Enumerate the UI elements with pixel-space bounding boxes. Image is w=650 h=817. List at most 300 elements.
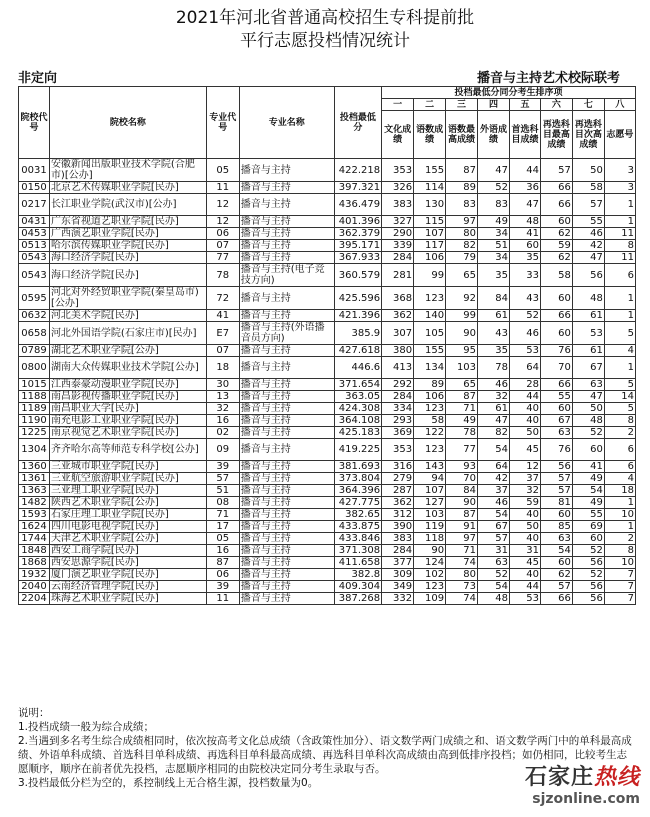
rank-second-max: 66 [540,310,572,322]
major-name: 播音与主持 [239,461,334,473]
header-rank-item: 首选科目成绩 [510,111,541,159]
rank-chn-math-max: 80 [446,569,478,581]
rank-second-max: 57 [540,473,572,485]
rank-first-subject: 36 [510,182,541,194]
category-label: 非定向 [18,71,58,86]
rank-first-subject: 44 [510,391,541,403]
rank-culture: 380 [382,345,414,357]
rank-second-next: 53 [572,322,604,345]
rank-first-subject: 40 [510,403,541,415]
school-code: 1593 [19,509,50,521]
rank-second-max: 76 [540,345,572,357]
major-name: 播音与主持 [239,379,334,391]
school-name: 南昌职业大学[民办] [49,403,206,415]
major-name: 播音与主持 [239,216,334,228]
table-row [19,322,636,345]
rank-chn-math: 58 [414,415,446,427]
rank-foreign: 54 [478,439,510,461]
rank-chn-math-max: 77 [446,439,478,461]
rank-chn-math-max: 90 [446,322,478,345]
rank-preference: 2 [604,533,635,545]
rank-culture: 377 [382,557,414,569]
min-score: 433.875 [334,521,381,533]
rank-chn-math: 105 [414,322,446,345]
school-name: 长江职业学院(武汉市)[公办] [49,194,206,216]
rank-second-next: 67 [572,357,604,379]
major-name: 播音与主持 [239,545,334,557]
header-rank-num: 四 [478,99,510,111]
rank-chn-math-max: 89 [446,182,478,194]
rank-culture: 312 [382,509,414,521]
watermark-logo [525,760,640,807]
header-rank-item: 外语成绩 [478,111,510,159]
rank-second-next: 56 [572,593,604,605]
school-code: 1015 [19,379,50,391]
school-code: 1304 [19,439,50,461]
school-code: 1482 [19,497,50,509]
rank-chn-math: 103 [414,509,446,521]
rank-chn-math: 99 [414,264,446,287]
rank-culture: 339 [382,240,414,252]
rank-culture: 287 [382,485,414,497]
header-rank-item: 再选科目次高成绩 [572,111,604,159]
table-row [19,473,636,485]
min-score: 373.804 [334,473,381,485]
rank-first-subject: 40 [510,533,541,545]
rank-first-subject: 45 [510,557,541,569]
rank-second-max: 85 [540,521,572,533]
rank-first-subject: 12 [510,461,541,473]
major-code: 11 [206,182,239,194]
rank-foreign: 67 [478,521,510,533]
rank-culture: 293 [382,415,414,427]
rank-chn-math: 118 [414,533,446,545]
major-code: 18 [206,357,239,379]
rank-second-next: 50 [572,403,604,415]
rank-preference: 5 [604,379,635,391]
rank-first-subject: 47 [510,194,541,216]
rank-preference: 5 [604,403,635,415]
header-rank-num: 一 [382,99,414,111]
major-name: 播音与主持 [239,159,334,182]
rank-culture: 390 [382,521,414,533]
rank-chn-math-max: 70 [446,473,478,485]
rank-second-max: 57 [540,159,572,182]
school-code: 1190 [19,415,50,427]
rank-culture: 326 [382,182,414,194]
rank-preference: 18 [604,485,635,497]
school-name: 三亚理工职业学院[民办] [49,485,206,497]
table-row [19,264,636,287]
major-code: 13 [206,391,239,403]
rank-culture: 279 [382,473,414,485]
rank-second-next: 47 [572,391,604,403]
rank-chn-math: 155 [414,345,446,357]
major-code: 02 [206,427,239,439]
rank-chn-math: 107 [414,485,446,497]
watermark-brand-a: 石家庄 [524,765,594,790]
min-score: 363.05 [334,391,381,403]
major-code: 30 [206,379,239,391]
rank-first-subject: 31 [510,545,541,557]
rank-chn-math: 89 [414,379,446,391]
major-code: 87 [206,557,239,569]
rank-culture: 383 [382,533,414,545]
rank-second-next: 46 [572,228,604,240]
rank-preference: 11 [604,252,635,264]
rank-first-subject: 64 [510,357,541,379]
rank-foreign: 57 [478,533,510,545]
rank-second-next: 56 [572,264,604,287]
rank-first-subject: 35 [510,252,541,264]
rank-second-next: 48 [572,415,604,427]
watermark-brand-b: 热线 [593,765,640,790]
rank-chn-math-max: 71 [446,545,478,557]
rank-preference: 1 [604,310,635,322]
rank-foreign: 34 [478,252,510,264]
major-name: 播音与主持 [239,569,334,581]
rank-second-next: 57 [572,194,604,216]
rank-chn-math: 109 [414,593,446,605]
rank-preference: 14 [604,391,635,403]
rank-chn-math-max: 97 [446,533,478,545]
table-row [19,545,636,557]
rank-chn-math-max: 80 [446,228,478,240]
rank-second-max: 56 [540,461,572,473]
major-name: 播音与主持 [239,252,334,264]
min-score: 387.268 [334,593,381,605]
rank-first-subject: 40 [510,415,541,427]
rank-culture: 368 [382,287,414,310]
rank-chn-math-max: 71 [446,403,478,415]
rank-preference: 1 [604,287,635,310]
rank-chn-math-max: 79 [446,252,478,264]
page-title: 2021年河北省普通高校招生专科提前批 [175,8,475,28]
rank-second-max: 76 [540,439,572,461]
rank-first-subject: 44 [510,581,541,593]
major-name: 播音与主持 [239,357,334,379]
rank-chn-math: 90 [414,545,446,557]
rank-foreign: 35 [478,264,510,287]
rank-preference: 1 [604,357,635,379]
major-name: 播音与主持 [239,593,334,605]
rank-chn-math-max: 97 [446,216,478,228]
table-row [19,485,636,497]
rank-second-max: 62 [540,252,572,264]
major-name: 播音与主持 [239,228,334,240]
rank-preference: 10 [604,557,635,569]
min-score: 436.479 [334,194,381,216]
rank-foreign: 42 [478,473,510,485]
rank-chn-math-max: 74 [446,557,478,569]
min-score: 433.846 [334,533,381,545]
rank-second-next: 60 [572,439,604,461]
major-code: 08 [206,497,239,509]
rank-chn-math: 123 [414,439,446,461]
rank-preference: 11 [604,228,635,240]
header-rank-num: 八 [604,99,635,111]
school-name: 江西泰豪动漫职业学院[民办] [49,379,206,391]
major-name: 播音与主持 [239,473,334,485]
school-code: 1225 [19,427,50,439]
major-code: 41 [206,310,239,322]
min-score: 427.775 [334,497,381,509]
rank-preference: 4 [604,473,635,485]
rank-second-max: 60 [540,403,572,415]
rank-second-next: 52 [572,545,604,557]
rank-chn-math: 107 [414,228,446,240]
major-code: E7 [206,322,239,345]
header-rank-num: 二 [414,99,446,111]
rank-first-subject: 28 [510,379,541,391]
rank-second-max: 81 [540,497,572,509]
rank-first-subject: 43 [510,287,541,310]
notes-title: 说明： [18,707,50,719]
rank-second-max: 66 [540,194,572,216]
min-score: 371.308 [334,545,381,557]
rank-second-max: 57 [540,581,572,593]
header-major-code: 专业代号 [206,87,239,159]
major-code: 06 [206,228,239,240]
rank-chn-math-max: 78 [446,427,478,439]
school-code: 0543 [19,252,50,264]
rank-foreign: 43 [478,322,510,345]
rank-first-subject: 37 [510,473,541,485]
rank-second-next: 61 [572,345,604,357]
rank-foreign: 52 [478,569,510,581]
table-row [19,391,636,403]
table-row [19,310,636,322]
major-code: 17 [206,521,239,533]
rank-first-subject: 40 [510,569,541,581]
major-name: 播音与主持 [239,182,334,194]
school-name: 广东省视道艺职业学院[民办] [49,216,206,228]
rank-chn-math-max: 65 [446,379,478,391]
rank-preference: 6 [604,264,635,287]
major-code: 32 [206,403,239,415]
rank-foreign: 48 [478,593,510,605]
school-name: 珠海艺术职业学院[民办] [49,593,206,605]
rank-chn-math: 140 [414,310,446,322]
major-name: 播音与主持 [239,427,334,439]
rank-chn-math: 127 [414,497,446,509]
major-name: 播音与主持 [239,509,334,521]
rank-second-max: 54 [540,545,572,557]
major-code: 57 [206,473,239,485]
rank-preference: 1 [604,521,635,533]
major-name: 播音与主持(电子竞技方向) [239,264,334,287]
rank-foreign: 78 [478,357,510,379]
major-name: 播音与主持 [239,439,334,461]
rank-chn-math: 123 [414,581,446,593]
school-name: 哈尔滨传媒职业学院[民办] [49,240,206,252]
rank-culture: 362 [382,310,414,322]
rank-culture: 309 [382,569,414,581]
rank-culture: 284 [382,545,414,557]
exam-type-label: 播音与主持艺术校际联考 [476,71,620,86]
rank-preference: 10 [604,509,635,521]
rank-second-max: 62 [540,228,572,240]
rank-first-subject: 45 [510,439,541,461]
table-row [19,593,636,605]
rank-second-next: 56 [572,557,604,569]
rank-second-next: 63 [572,379,604,391]
rank-chn-math: 102 [414,569,446,581]
rank-first-subject: 50 [510,521,541,533]
rank-foreign: 61 [478,403,510,415]
rank-culture: 383 [382,194,414,216]
rank-first-subject: 53 [510,345,541,357]
rank-second-max: 66 [540,182,572,194]
rank-foreign: 49 [478,216,510,228]
major-name: 播音与主持 [239,240,334,252]
rank-chn-math: 94 [414,473,446,485]
major-code: 11 [206,593,239,605]
major-code: 05 [206,159,239,182]
rank-foreign: 84 [478,287,510,310]
rank-culture: 316 [382,461,414,473]
rank-second-next: 52 [572,427,604,439]
table-row [19,415,636,427]
table-row [19,240,636,252]
rank-second-max: 60 [540,216,572,228]
table-row [19,461,636,473]
min-score: 411.658 [334,557,381,569]
table-row [19,557,636,569]
school-code: 1360 [19,461,50,473]
rank-second-max: 60 [540,509,572,521]
school-name: 三亚航空旅游职业学院[民办] [49,473,206,485]
table-row [19,497,636,509]
min-score: 421.396 [334,310,381,322]
major-code: 16 [206,415,239,427]
school-code: 0595 [19,287,50,310]
rank-culture: 413 [382,357,414,379]
min-score: 397.321 [334,182,381,194]
min-score: 371.654 [334,379,381,391]
table-row [19,533,636,545]
school-name: 湖北艺术职业学院[公办] [49,345,206,357]
min-score: 367.933 [334,252,381,264]
rank-second-next: 48 [572,287,604,310]
major-name: 播音与主持 [239,194,334,216]
rank-first-subject: 52 [510,310,541,322]
rank-first-subject: 41 [510,228,541,240]
major-code: 78 [206,264,239,287]
header-major-name: 专业名称 [239,87,334,159]
rank-preference: 2 [604,427,635,439]
rank-culture: 334 [382,403,414,415]
header-rank-num: 三 [446,99,478,111]
school-name: 陕西艺术职业学院[公办] [49,497,206,509]
school-name: 湖南大众传媒职业技术学院[公办] [49,357,206,379]
rank-preference: 1 [604,216,635,228]
min-score: 360.579 [334,264,381,287]
rank-chn-math: 130 [414,194,446,216]
min-score: 422.218 [334,159,381,182]
rank-foreign: 54 [478,581,510,593]
rank-second-max: 62 [540,569,572,581]
rank-second-max: 55 [540,391,572,403]
rank-chn-math-max: 73 [446,581,478,593]
rank-preference: 3 [604,159,635,182]
min-score: 425.596 [334,287,381,310]
rank-first-subject: 46 [510,322,541,345]
rank-chn-math: 117 [414,240,446,252]
header-rank-item: 文化成绩 [382,111,414,159]
table-row [19,439,636,461]
min-score: 424.308 [334,403,381,415]
school-code: 2204 [19,593,50,605]
table-row [19,182,636,194]
major-code: 12 [206,216,239,228]
major-name: 播音与主持 [239,581,334,593]
school-code: 2040 [19,581,50,593]
school-name: 河北对外经贸职业学院(秦皇岛市)[公办] [49,287,206,310]
major-name: 播音与主持 [239,310,334,322]
min-score: 382.8 [334,569,381,581]
rank-chn-math: 106 [414,252,446,264]
school-name: 云南经济管理学院[民办] [49,581,206,593]
school-code: 1624 [19,521,50,533]
school-name: 广西演艺职业学院[民办] [49,228,206,240]
rank-chn-math-max: 91 [446,521,478,533]
rank-preference: 1 [604,194,635,216]
school-name: 安徽新闻出版职业技术学院(合肥市)[公办] [49,159,206,182]
table-row [19,403,636,415]
rank-second-next: 42 [572,240,604,252]
major-name: 播音与主持(外语播音员方向) [239,322,334,345]
rank-second-max: 67 [540,415,572,427]
table-row [19,194,636,216]
min-score: 425.183 [334,427,381,439]
rank-second-max: 60 [540,557,572,569]
school-code: 0150 [19,182,50,194]
major-name: 播音与主持 [239,497,334,509]
rank-chn-math-max: 74 [446,593,478,605]
rank-second-max: 70 [540,357,572,379]
rank-culture: 353 [382,159,414,182]
rank-chn-math-max: 87 [446,391,478,403]
major-code: 51 [206,485,239,497]
rank-first-subject: 32 [510,485,541,497]
min-score: 381.693 [334,461,381,473]
rank-culture: 292 [382,379,414,391]
rank-chn-math: 143 [414,461,446,473]
school-name: 海口经济学院[民办] [49,252,206,264]
rank-preference: 7 [604,593,635,605]
rank-culture: 332 [382,593,414,605]
rank-chn-math-max: 83 [446,194,478,216]
rank-foreign: 46 [478,497,510,509]
school-name: 河北外国语学院(石家庄市)[民办] [49,322,206,345]
school-name: 南充电影工业职业学院[民办] [49,415,206,427]
watermark-domain: sjzonline.com [532,791,640,807]
major-code: 72 [206,287,239,310]
rank-second-max: 66 [540,593,572,605]
major-name: 播音与主持 [239,533,334,545]
min-score: 364.108 [334,415,381,427]
rank-first-subject: 60 [510,240,541,252]
school-name: 海口经济学院[民办] [49,264,206,287]
major-code: 07 [206,345,239,357]
rank-chn-math: 124 [414,557,446,569]
table-row [19,569,636,581]
rank-chn-math-max: 82 [446,240,478,252]
major-code: 71 [206,509,239,521]
rank-foreign: 31 [478,545,510,557]
rank-second-max: 59 [540,240,572,252]
